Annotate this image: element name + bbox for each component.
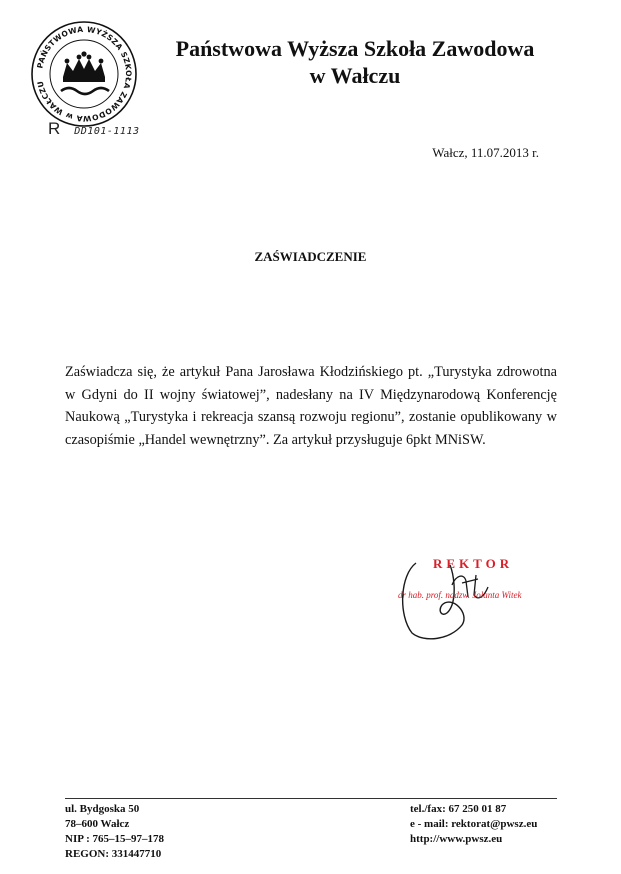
address-street: ul. Bydgoska 50 (65, 803, 140, 815)
document-title: ZAŚWIADCZENIE (254, 249, 367, 264)
institution-city: w Wałczu (309, 63, 401, 88)
svg-text:PAŃSTWOWA WYŻSZA SZKOŁA ZAWODO: PAŃSTWOWA WYŻSZA SZKOŁA ZAWODOWA w WAŁCZU (35, 24, 134, 124)
footer-divider (65, 798, 557, 799)
nip-number: NIP : 765–15–97–178 (65, 833, 164, 845)
place-date: Wałcz, 11.07.2013 r. (432, 145, 539, 160)
crown-icon (63, 51, 105, 82)
footer-address (65, 802, 164, 862)
email-address: e - mail: rektorat@pwsz.eu (410, 818, 538, 830)
regon-number: REGON: 331447710 (65, 848, 162, 860)
waves-icon (61, 88, 109, 94)
address-city: 78–600 Wałcz (65, 818, 130, 830)
stamp-name: dr hab. prof. nadzw. Jolanta Witek (398, 590, 522, 600)
stamp-title: REKTOR (433, 556, 514, 571)
university-seal-icon (29, 19, 139, 129)
website-url: http://www.pwsz.eu (410, 833, 503, 845)
footer-contact (410, 802, 537, 847)
phone-fax: tel./fax: 67 250 01 87 (410, 803, 507, 815)
registry-number: DD101-1113 (74, 126, 140, 137)
institution-name: Państwowa Wyższa Szkoła Zawodowa (175, 36, 535, 61)
certificate-body: Zaświadcza się, że artykuł Pana Jarosława Kłodzińskiego pt. „Turystyka zdrowotna w Gdyni do II wojny światowej”, nadesłany na IV Międzynarodową Konferencję Naukową „Turystyka i rekreacja szansą rozwoju regionu”, zostanie opublikowany w czasopiśmie „Handel wewnętrzny”. Za artykuł przysługuje 6pkt MNiSW. (65, 364, 557, 448)
registry-mark (48, 119, 140, 139)
registry-letter: R (48, 119, 61, 138)
